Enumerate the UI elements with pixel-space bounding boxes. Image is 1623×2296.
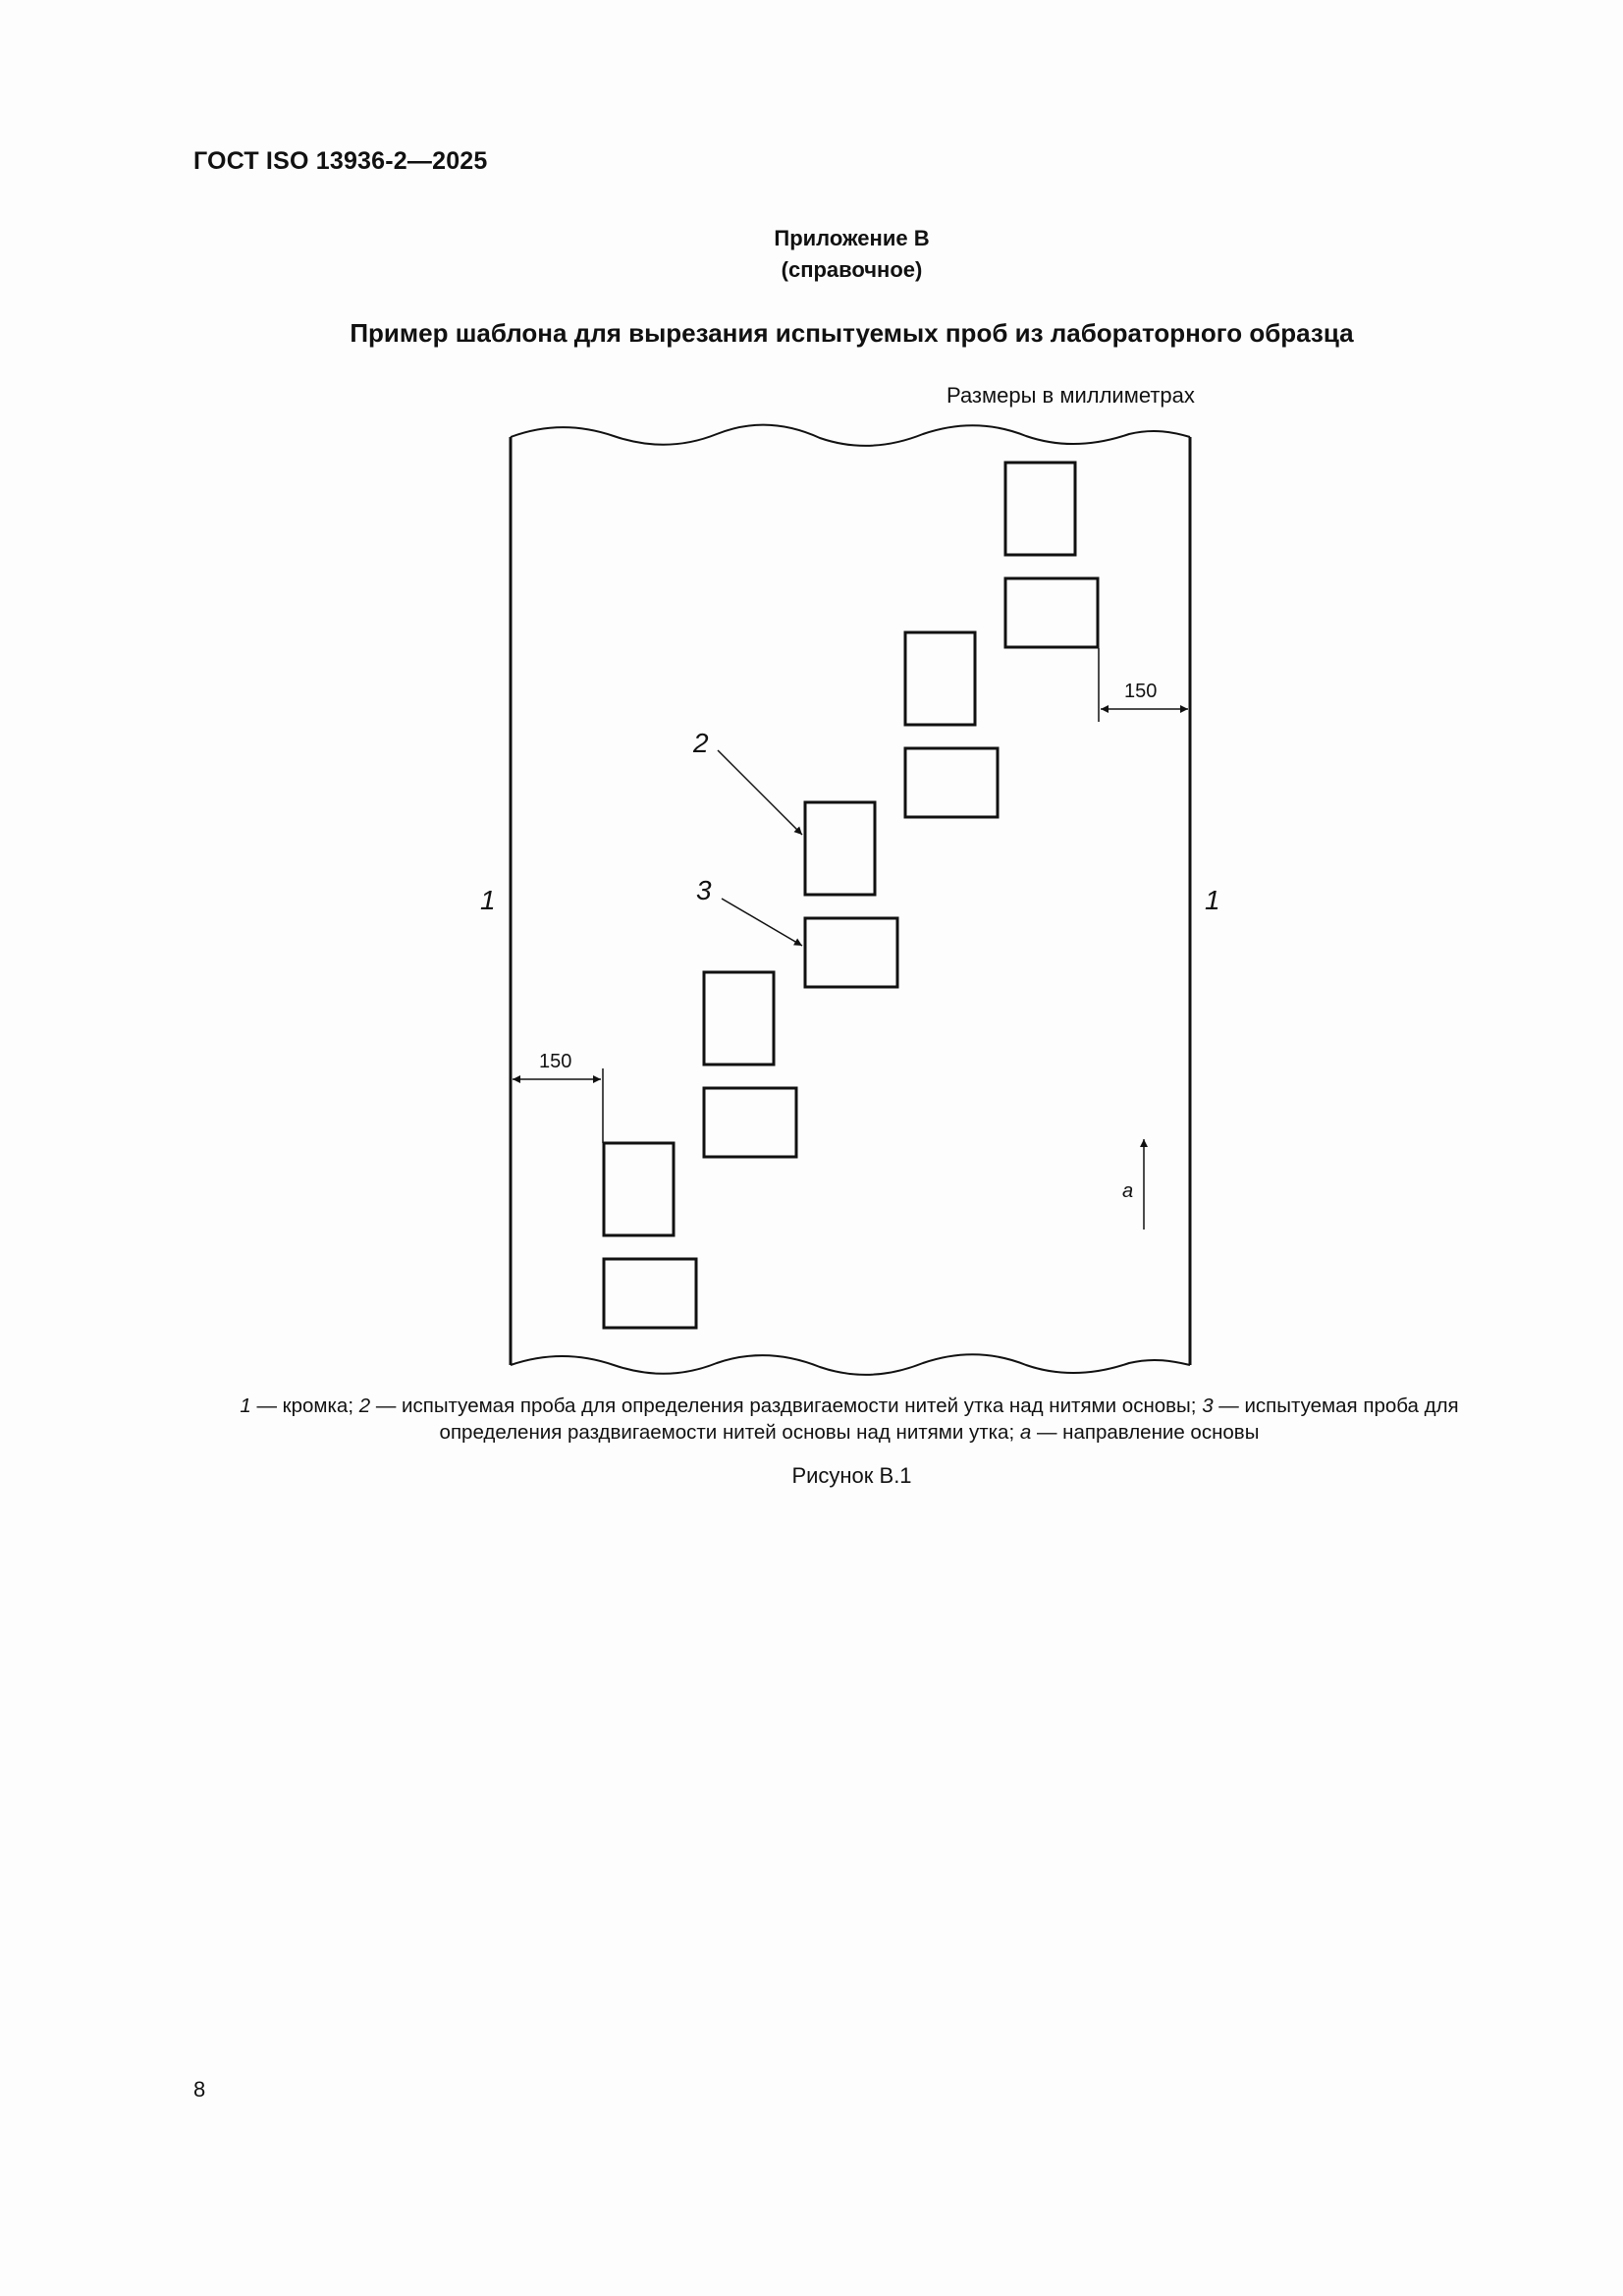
label-sample-3: 3 xyxy=(696,875,712,905)
legend-key: 1 xyxy=(240,1394,251,1417)
legend-key: 3 xyxy=(1202,1394,1214,1417)
leader-line-3 xyxy=(722,899,802,946)
legend-text: — направление основы xyxy=(1031,1421,1260,1444)
specimen-weft-over-warp xyxy=(704,972,774,1065)
appendix-title: Приложение В xyxy=(774,226,930,250)
specimen-pair-4 xyxy=(905,632,998,817)
specimen-weft-over-warp xyxy=(805,802,875,895)
label-sample-2: 2 xyxy=(693,728,709,758)
document-code: ГОСТ ISO 13936-2—2025 xyxy=(193,147,488,175)
specimen-warp-over-weft xyxy=(805,918,897,987)
figure-legend xyxy=(187,1393,1512,1446)
label-selvedge-left: 1 xyxy=(480,885,496,915)
specimen-warp-over-weft xyxy=(604,1259,696,1328)
specimen-pair-3 xyxy=(805,802,897,987)
legend-text: — кромка; xyxy=(250,1394,359,1417)
label-warp-direction: a xyxy=(1122,1180,1134,1202)
legend-key: a xyxy=(1019,1421,1032,1444)
specimen-warp-over-weft xyxy=(1005,578,1098,647)
specimen-warp-over-weft xyxy=(704,1088,796,1157)
figure-label: Рисунок В.1 xyxy=(791,1463,912,1488)
top-wavy-cut-line xyxy=(511,425,1190,446)
specimen-weft-over-warp xyxy=(1005,463,1075,555)
dimension-value-bottom-left: 150 xyxy=(539,1051,572,1072)
dimension-value-top-right: 150 xyxy=(1124,681,1158,702)
specimen-weft-over-warp xyxy=(905,632,975,725)
specimen-warp-over-weft xyxy=(905,748,998,817)
dimensions-note: Размеры в миллиметрах xyxy=(947,383,1195,408)
page-number: 8 xyxy=(193,2077,206,2102)
appendix-status: (справочное) xyxy=(781,257,923,282)
specimen-pair-2 xyxy=(704,972,796,1157)
appendix-heading: Пример шаблона для вырезания испытуемых проб из лабораторного образца xyxy=(350,318,1354,348)
leader-line-2 xyxy=(718,750,802,835)
legend-text: — испытуемая проба для определения раздвигаемости нитей основы над нитями утка; xyxy=(439,1394,1459,1444)
legend-key: 2 xyxy=(358,1394,371,1417)
specimen-pair-1 xyxy=(604,1143,696,1328)
bottom-wavy-cut-line xyxy=(511,1354,1190,1375)
legend-text: — испытуемая проба для определения раздвигаемости нитей утка над нитями основы; xyxy=(370,1394,1203,1417)
specimen-weft-over-warp xyxy=(604,1143,674,1235)
specimen-pair-5 xyxy=(1005,463,1098,647)
label-selvedge-right: 1 xyxy=(1205,885,1220,915)
